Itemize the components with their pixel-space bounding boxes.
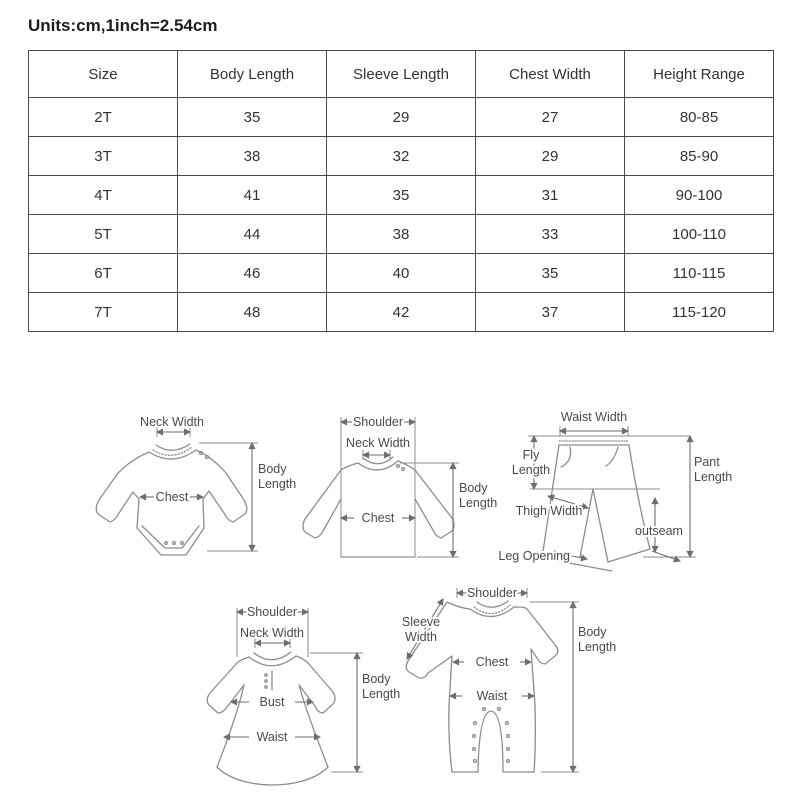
table-cell: 29 — [327, 98, 476, 137]
table-cell: 35 — [178, 98, 327, 137]
table-cell: 3T — [29, 137, 178, 176]
dress-shoulder-label: Shoulder — [246, 605, 298, 619]
diagram-dress — [207, 605, 400, 785]
table-cell: 35 — [476, 254, 625, 293]
table-cell: 48 — [178, 293, 327, 332]
table-row — [29, 293, 774, 332]
pants-fly-length-label: Fly — [522, 448, 540, 462]
table-row — [29, 137, 774, 176]
bodysuit-neck-width-label: Neck Width — [140, 415, 204, 429]
diagram-romper — [402, 586, 616, 772]
table-cell: 2T — [29, 98, 178, 137]
romper-waist-label: Waist — [476, 689, 508, 703]
romper-body-length-label: Length — [578, 640, 617, 654]
table-cell: 29 — [476, 137, 625, 176]
table-cell: 4T — [29, 176, 178, 215]
dress-outline — [207, 652, 335, 785]
top-chest-label: Chest — [361, 511, 395, 525]
table-cell: 90-100 — [625, 176, 774, 215]
col-header-body-length: Body Length — [178, 51, 327, 98]
table-row — [29, 254, 774, 293]
table-cell: 27 — [476, 98, 625, 137]
col-header-height-range: Height Range — [625, 51, 774, 98]
table-cell: 38 — [178, 137, 327, 176]
diagram-pants — [498, 410, 732, 571]
col-header-sleeve-length: Sleeve Length — [327, 51, 476, 98]
pants-leg-opening-label: Leg Opening — [498, 549, 570, 563]
bodysuit-body-length-label: Body — [258, 462, 287, 476]
table-cell: 85-90 — [625, 137, 774, 176]
romper-chest-label: Chest — [475, 655, 509, 669]
pants-fly-length-label: Length — [511, 463, 551, 477]
pants-pant-length-label: Pant — [694, 455, 720, 469]
top-body-length-label: Length — [459, 496, 498, 510]
table-cell: 7T — [29, 293, 178, 332]
table-cell: 38 — [327, 215, 476, 254]
table-cell: 41 — [178, 176, 327, 215]
table-cell: 110-115 — [625, 254, 774, 293]
diagram-bodysuit — [96, 415, 296, 555]
dress-waist-label: Waist — [256, 730, 288, 744]
romper-sleeve-width-label: Sleeve — [401, 615, 441, 629]
table-cell: 115-120 — [625, 293, 774, 332]
size-table-header — [29, 51, 774, 98]
table-row — [29, 98, 774, 137]
bodysuit-body-length-label: Length — [258, 477, 297, 491]
bodysuit-chest-label: Chest — [155, 490, 189, 504]
table-cell: 100-110 — [625, 215, 774, 254]
pants-dimensions — [528, 426, 696, 561]
table-cell: 31 — [476, 176, 625, 215]
romper-body-length-label: Body — [578, 625, 607, 639]
pants-outseam-label: outseam — [635, 524, 683, 538]
units-note: Units:cm,1inch=2.54cm — [28, 16, 218, 35]
romper-shoulder-label: Shoulder — [466, 586, 518, 600]
table-cell: 42 — [327, 293, 476, 332]
table-cell: 5T — [29, 215, 178, 254]
dress-bust-label: Bust — [259, 695, 285, 709]
dress-body-length-label: Length — [362, 687, 401, 701]
pants-pant-length-label: Length — [694, 470, 733, 484]
table-cell: 32 — [327, 137, 476, 176]
col-header-size: Size — [29, 51, 178, 98]
top-neck-width-label: Neck Width — [346, 436, 410, 450]
table-cell: 40 — [327, 254, 476, 293]
col-header-chest-width: Chest Width — [476, 51, 625, 98]
table-row — [29, 176, 774, 215]
size-table — [28, 50, 774, 332]
table-row — [29, 215, 774, 254]
diagram-top — [303, 415, 497, 557]
table-cell: 44 — [178, 215, 327, 254]
dress-body-length-label: Body — [362, 672, 391, 686]
table-cell: 33 — [476, 215, 625, 254]
table-cell: 35 — [327, 176, 476, 215]
top-outline — [303, 457, 454, 557]
measurement-diagrams — [0, 395, 800, 800]
dress-neck-width-label: Neck Width — [240, 626, 304, 640]
pants-thigh-width-label: Thigh Width — [515, 504, 583, 518]
pants-waist-width-label: Waist Width — [560, 410, 628, 424]
size-table-body — [29, 98, 774, 332]
table-header-row — [29, 51, 774, 98]
top-body-length-label: Body — [459, 481, 488, 495]
table-cell: 6T — [29, 254, 178, 293]
top-shoulder-label: Shoulder — [352, 415, 404, 429]
romper-sleeve-width-label: Width — [405, 630, 437, 644]
table-cell: 80-85 — [625, 98, 774, 137]
table-cell: 37 — [476, 293, 625, 332]
table-cell: 46 — [178, 254, 327, 293]
